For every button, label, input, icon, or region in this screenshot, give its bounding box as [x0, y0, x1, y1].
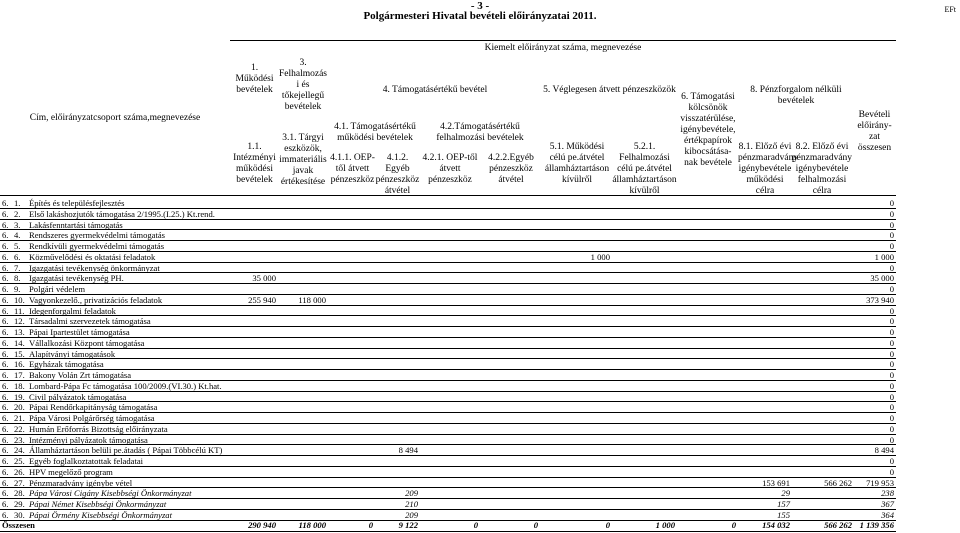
row-title: Egyházak támogatása	[29, 359, 104, 370]
header-c6: 6. Támogatási kölcsönök visszatérülése, igénybevétele, értékpapírok kibocsátása-nak bevétele	[680, 92, 736, 168]
row-item-number: 8.	[14, 273, 21, 284]
row-group-number: 6.	[2, 509, 9, 520]
row-value-tot: 719 953	[866, 477, 894, 488]
total-c2: 118 000	[298, 520, 326, 530]
row-group-number: 6.	[2, 456, 9, 466]
row-group-number: 6.	[2, 391, 9, 402]
row-item-number: 28.	[14, 488, 25, 499]
row-title: Vállalkozási Központ támogatása	[29, 337, 145, 348]
row-group-number: 6.	[2, 488, 9, 499]
row-title: HPV megelőző program	[29, 466, 113, 477]
row-value-tot: 0	[889, 434, 894, 445]
row-value-tot: 0	[889, 284, 894, 294]
row-group-number: 6.	[2, 327, 9, 337]
row-item-number: 20.	[14, 402, 25, 413]
row-item-number: 16.	[14, 359, 25, 370]
row-value-tot: 0	[889, 327, 894, 337]
row-title: Civil pályázatok támogatása	[29, 391, 127, 402]
row-value-tot: 0	[889, 337, 894, 348]
row-item-number: 30.	[14, 509, 25, 520]
row-value-c1: 35 000	[252, 273, 276, 284]
row-item-number: 21.	[14, 413, 25, 423]
total-c1: 290 940	[248, 520, 276, 530]
row-title: Pápai Örmény Kisebbségi Önkormányzat	[29, 509, 172, 520]
row-value-c412: 209	[405, 509, 418, 520]
row-title: Pápa Városi Polgárőrség támogatása	[29, 413, 155, 423]
total-rule	[0, 531, 896, 532]
row-group-number: 6.	[2, 423, 9, 434]
row-title: Egyéb foglalkoztatottak feladatai	[29, 456, 144, 466]
row-item-number: 5.	[14, 241, 21, 251]
row-title: Rendszeres gyermekvédelmi támogatás	[29, 230, 166, 241]
row-value-tot: 0	[889, 241, 894, 251]
row-value-c81: 155	[777, 509, 790, 520]
row-value-c81: 153 691	[762, 477, 790, 488]
row-title: Alapítványi támogatások	[29, 348, 116, 359]
header-c411: 4.1.1. OEP-től átvett pénzeszköz	[330, 153, 375, 185]
row-group-number: 6.	[2, 208, 9, 219]
row-value-tot: 0	[889, 316, 894, 327]
row-group-number: 6.	[2, 370, 9, 380]
row-item-number: 22.	[14, 423, 25, 434]
row-group-number: 6.	[2, 499, 9, 509]
row-value-tot: 0	[889, 380, 894, 391]
row-item-number: 12.	[14, 316, 25, 327]
header-top-rule	[230, 40, 896, 41]
total-c51: 0	[605, 520, 610, 530]
row-item-number: 17.	[14, 370, 25, 380]
row-item-number: 10.	[14, 294, 25, 305]
header-c2-sub: 3.1. Tárgyi eszközök, immateriális javak értékesítése	[279, 133, 327, 187]
row-value-tot: 0	[889, 423, 894, 434]
row-value-tot: 373 940	[866, 294, 894, 305]
row-group-number: 6.	[2, 348, 9, 359]
header-c412: 4.1.2. Egyéb pénzeszköz átvétel	[375, 153, 420, 196]
row-title: Igazgatási tevékenység önkormányzat	[29, 262, 160, 273]
row-group-number: 6.	[2, 413, 9, 423]
row-title: Társadalmi szervezetek támogatása	[29, 316, 151, 327]
row-value-tot: 0	[889, 359, 894, 370]
total-sum: 1 139 356	[859, 520, 894, 530]
total-c6: 0	[731, 520, 736, 530]
row-title: Első lakáshozjutók támogatása 2/1995.(I.25.) Kt.rend.	[29, 208, 215, 219]
row-title: Lombard-Pápa Fc támogatása 100/2009.(VI.30.) Kt.hat.	[29, 380, 222, 391]
row-item-number: 15.	[14, 348, 25, 359]
header-c2-top: 3. Felhalmozás i és tőkejellegű bevételek	[278, 58, 327, 112]
row-title: Lakásfenntartási támogatás	[29, 219, 123, 230]
page-number: - 3 -	[470, 0, 490, 12]
total-label: Összesen	[2, 520, 35, 530]
row-item-number: 1.	[14, 198, 21, 208]
row-value-tot: 0	[889, 219, 894, 230]
total-row	[0, 520, 896, 531]
row-item-number: 29.	[14, 499, 25, 509]
row-group-number: 6.	[2, 198, 9, 208]
row-group-number: 6.	[2, 337, 9, 348]
row-value-tot: 238	[881, 488, 894, 499]
header-c1-sub: 1.1. Intézményi működési bevételek	[233, 142, 276, 185]
row-group-number: 6.	[2, 251, 9, 262]
row-item-number: 2.	[14, 208, 21, 219]
row-group-number: 6.	[2, 284, 9, 294]
row-value-tot: 0	[889, 370, 894, 380]
row-group-number: 6.	[2, 445, 9, 456]
header-title-column: Cím, előirányzatcsoport száma,megnevezése	[29, 113, 201, 123]
header-c521: 5.2.1. Felhalmozási célú pe.átvétel államháztartáson kívülről	[612, 142, 677, 196]
row-group-number: 6.	[2, 305, 9, 316]
row-item-number: 25.	[14, 456, 25, 466]
row-value-tot: 8 494	[874, 445, 894, 456]
row-group-number: 6.	[2, 466, 9, 477]
row-item-number: 24.	[14, 445, 25, 456]
row-title: Igazgatási tevékenység PH.	[29, 273, 124, 284]
total-c421: 0	[473, 520, 478, 530]
row-item-number: 9.	[14, 284, 21, 294]
row-value-tot: 0	[889, 413, 894, 423]
row-value-tot: 0	[889, 262, 894, 273]
page-title: Polgármesteri Hivatal bevételi előirányzatai 2011.	[363, 10, 597, 22]
total-c412: 9 122	[398, 520, 418, 530]
total-c422: 0	[533, 520, 538, 530]
row-item-number: 14.	[14, 337, 25, 348]
row-item-number: 7.	[14, 262, 21, 273]
header-c8: 8. Pénzforgalom nélküli bevételek	[750, 85, 842, 106]
header-c1-top: 1. Működési bevételek	[235, 63, 274, 95]
row-value-c81: 157	[777, 499, 790, 509]
row-title: Pénzmaradvány igénybe vétel	[29, 477, 133, 488]
row-value-c412: 210	[405, 499, 418, 509]
row-title: Közművelődési és oktatási feladatok	[29, 251, 156, 262]
total-c411: 0	[368, 520, 373, 530]
row-title: Humán Erőforrás Bizottság előirányzata	[29, 423, 168, 434]
row-group-number: 6.	[2, 230, 9, 241]
header-c421: 4.2.1. OEP-től átvett pénzeszköz	[422, 153, 478, 185]
row-title: Rendkívüli gyermekvédelmi támogatás	[29, 241, 165, 251]
row-group-number: 6.	[2, 477, 9, 488]
row-value-c412: 8 494	[398, 445, 418, 456]
row-value-c412: 209	[405, 488, 418, 499]
total-c81: 154 032	[762, 520, 790, 530]
header-c4: 4. Támogatásértékű bevétel	[382, 85, 488, 95]
row-value-tot: 0	[889, 402, 894, 413]
row-value-c1: 255 940	[248, 294, 276, 305]
row-value-tot: 364	[881, 509, 894, 520]
row-group-number: 6.	[2, 359, 9, 370]
row-title: Pápai Ipartestület támogatása	[29, 327, 130, 337]
row-value-c82: 566 262	[824, 477, 852, 488]
unit-label: EFt	[944, 5, 956, 14]
row-title: Intézményi pályázatok támogatása	[29, 434, 148, 445]
row-group-number: 6.	[2, 380, 9, 391]
row-value-tot: 0	[889, 456, 894, 466]
row-item-number: 27.	[14, 477, 25, 488]
row-value-c2: 118 000	[298, 294, 326, 305]
header-c51: 5.1. Működési célú pe.átvétel államháztartáson kívülről	[544, 142, 610, 185]
row-title: Építés és településfejlesztés	[29, 198, 125, 208]
row-item-number: 19.	[14, 391, 25, 402]
row-title: Vagyonkezelő., privatizációs feladatok	[29, 294, 163, 305]
row-item-number: 4.	[14, 230, 21, 241]
row-group-number: 6.	[2, 294, 9, 305]
header-c82: 8.2. Előző évi pénzmaradvány igénybevétele felhalmozási célra	[791, 142, 853, 196]
row-value-c81: 29	[781, 488, 790, 499]
row-title: Pápai Rendőrkapitányság támogatása	[29, 402, 158, 413]
header-c42: 4.2.Támogatásértékű felhalmozási bevételek	[436, 122, 524, 143]
row-value-tot: 0	[889, 208, 894, 219]
row-value-tot: 0	[889, 230, 894, 241]
row-title: Polgári védelem	[29, 284, 86, 294]
row-group-number: 6.	[2, 241, 9, 251]
row-group-number: 6.	[2, 402, 9, 413]
row-title: Idegenforgalmi feladatok	[29, 305, 116, 316]
row-item-number: 23.	[14, 434, 25, 445]
row-title: Pápai Német Kisebbségi Önkormányzat	[29, 499, 167, 509]
header-c5: 5. Véglegesen átvett pénzeszközök	[543, 85, 676, 95]
row-value-tot: 1 000	[874, 251, 894, 262]
row-value-tot: 367	[881, 499, 894, 509]
row-value-tot: 0	[889, 466, 894, 477]
row-group-number: 6.	[2, 434, 9, 445]
row-item-number: 26.	[14, 466, 25, 477]
row-item-number: 18.	[14, 380, 25, 391]
row-item-number: 3.	[14, 219, 21, 230]
row-value-tot: 0	[889, 305, 894, 316]
total-c521: 1 000	[655, 520, 675, 530]
row-value-tot: 0	[889, 348, 894, 359]
header-c422: 4.2.2.Egyéb pénzeszköz átvétel	[488, 153, 534, 185]
row-group-number: 6.	[2, 262, 9, 273]
header-c9: Bevételi előirány-zat összesen	[857, 110, 892, 153]
row-group-number: 6.	[2, 316, 9, 327]
row-title: Államháztartáson belüli pe.átadás ( Pápai Többcélú KT)	[29, 445, 223, 456]
row-item-number: 6.	[14, 251, 21, 262]
row-value-tot: 0	[889, 198, 894, 208]
row-group-number: 6.	[2, 273, 9, 284]
row-value-tot: 0	[889, 391, 894, 402]
row-item-number: 13.	[14, 327, 25, 337]
row-title: Pápa Városi Cigány Kisebbségi Önkormányzat	[29, 488, 192, 499]
row-value-tot: 35 000	[870, 273, 894, 284]
row-title: Bakony Volán Zrt támogatása	[29, 370, 132, 380]
header-c41: 4.1. Támogatásértékű működési bevételek	[334, 122, 416, 143]
header-c81: 8.1. Előző évi pénzmaradvány igénybevétele működési célra	[738, 142, 799, 196]
total-c82: 566 262	[824, 520, 852, 530]
row-group-number: 6.	[2, 219, 9, 230]
row-item-number: 11.	[14, 305, 25, 316]
row-value-c51: 1 000	[590, 251, 610, 262]
header-span-title: Kiemelt előirányzat száma, megnevezése	[484, 43, 642, 53]
